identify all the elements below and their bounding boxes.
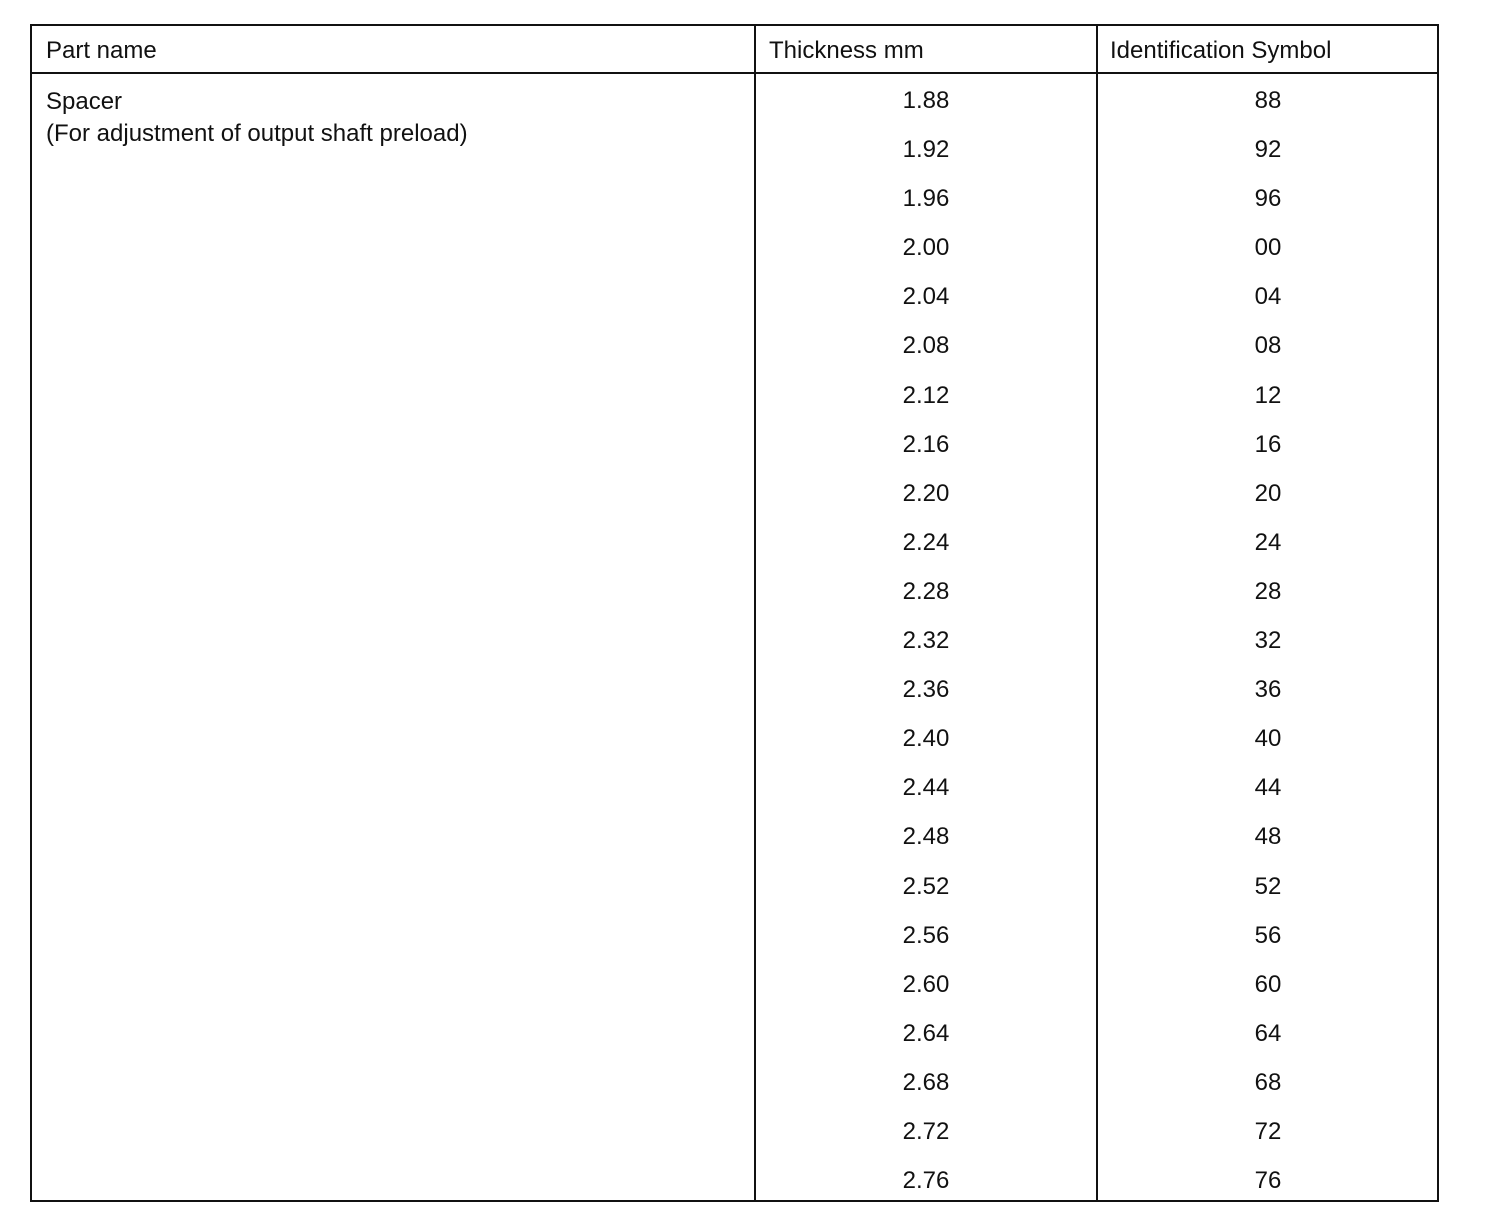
- thickness-column: [756, 84, 1096, 1213]
- thickness-value: 2.20: [902, 479, 950, 507]
- symbol-column: [1098, 84, 1438, 1213]
- header-identification-symbol: Identification Symbol: [1110, 37, 1332, 64]
- header-part-name: Part name: [46, 37, 157, 64]
- thickness-value: 2.28: [902, 577, 950, 605]
- thickness-value: 2.16: [902, 430, 950, 458]
- thickness-value: 2.08: [902, 332, 950, 360]
- identification-symbol-value: 32: [1254, 627, 1282, 655]
- identification-symbol-value: 48: [1254, 823, 1282, 851]
- thickness-value: 2.04: [902, 283, 950, 311]
- thickness-value: 2.00: [902, 234, 950, 262]
- thickness-value: 2.40: [902, 725, 950, 753]
- identification-symbol-value: 12: [1254, 381, 1282, 409]
- identification-symbol-value: 64: [1254, 1019, 1282, 1047]
- identification-symbol-value: 52: [1254, 872, 1282, 900]
- thickness-value: 2.64: [902, 1019, 950, 1047]
- identification-symbol-value: 04: [1254, 283, 1282, 311]
- thickness-value: 2.24: [902, 528, 950, 556]
- thickness-value: 1.96: [902, 185, 950, 213]
- identification-symbol-value: 56: [1254, 921, 1282, 949]
- thickness-value: 2.60: [902, 970, 950, 998]
- thickness-value: 2.48: [902, 823, 950, 851]
- identification-symbol-value: 28: [1254, 577, 1282, 605]
- identification-symbol-value: 20: [1254, 479, 1282, 507]
- identification-symbol-value: 72: [1254, 1117, 1282, 1145]
- thickness-value: 2.44: [902, 774, 950, 802]
- identification-symbol-value: 60: [1254, 970, 1282, 998]
- thickness-value: 2.12: [902, 381, 950, 409]
- thickness-value: 2.36: [902, 676, 950, 704]
- spacer-spec-table: [30, 24, 1439, 1202]
- thickness-value: 2.52: [902, 872, 950, 900]
- part-name: Spacer: [46, 88, 123, 115]
- identification-symbol-value: 16: [1254, 430, 1282, 458]
- identification-symbol-value: 88: [1254, 87, 1282, 114]
- thickness-value: 2.68: [902, 1068, 950, 1096]
- identification-symbol-value: 96: [1254, 185, 1282, 213]
- identification-symbol-value: 08: [1254, 332, 1282, 360]
- part-description: (For adjustment of output shaft preload): [46, 120, 468, 147]
- thickness-value: 1.92: [902, 136, 950, 164]
- identification-symbol-value: 36: [1254, 676, 1282, 704]
- identification-symbol-value: 76: [1254, 1167, 1282, 1195]
- identification-symbol-value: 44: [1254, 774, 1282, 802]
- thickness-value: 1.88: [902, 87, 950, 114]
- identification-symbol-value: 00: [1254, 234, 1282, 262]
- thickness-value: 2.56: [902, 921, 950, 949]
- thickness-value: 2.32: [902, 627, 950, 655]
- thickness-value: 2.72: [902, 1117, 950, 1145]
- part-name-cell: [46, 86, 468, 150]
- identification-symbol-value: 40: [1254, 725, 1282, 753]
- identification-symbol-value: 92: [1254, 136, 1282, 164]
- identification-symbol-value: 24: [1254, 528, 1282, 556]
- identification-symbol-value: 68: [1254, 1068, 1282, 1096]
- header-thickness: Thickness mm: [769, 37, 924, 64]
- header-rule: [32, 72, 1437, 74]
- thickness-value: 2.76: [902, 1167, 950, 1195]
